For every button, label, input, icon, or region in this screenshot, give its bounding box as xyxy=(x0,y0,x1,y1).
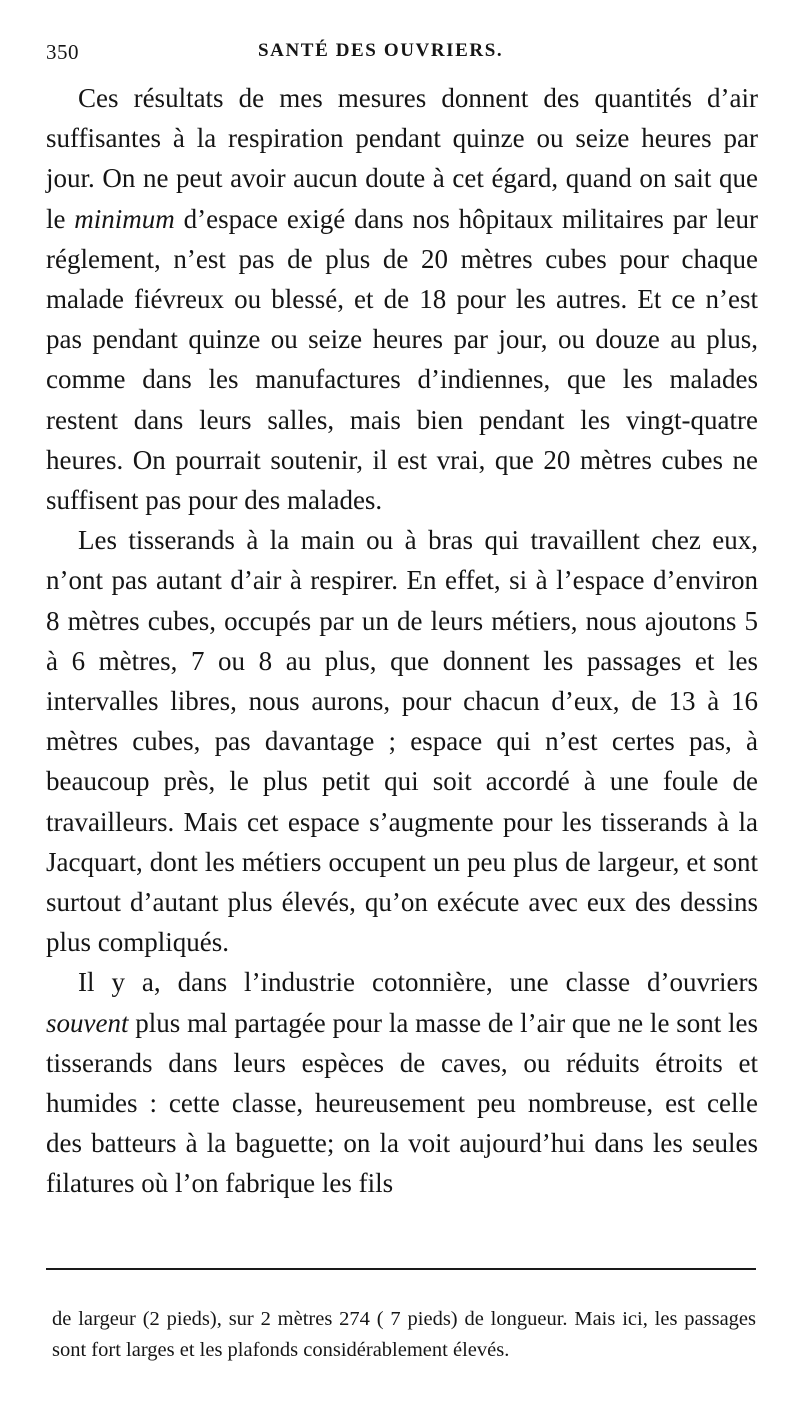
paragraph-2-text: Les tisserands à la main ou à bras qui travaillent chez eux, n’ont pas autant d’air à respirer. En effet, si à l’espace d’environ 8 mètres cubes, occupés par un de leurs métiers, nous ajoutons 5 à 6 mètres, 7 ou 8 au plus, que donnent les passages et les intervalles libres, nous aurons, pour chacun d’eux, de 13 à 16 mètres cubes, pas davantage ; espace qui n’est certes pas, à beaucoup près, le plus petit qui soit accordé à une foule de travailleurs. Mais cet espace s’augmente pour les tisserands à la Jacquart, dont les métiers occupent un peu plus de largeur, et sont surtout d’autant plus élevés, qu’on exécute avec eux des dessins plus compliqués. xyxy=(46,525,758,958)
body-text xyxy=(46,78,758,1204)
page-number: 350 xyxy=(46,40,79,64)
paragraph-1-emphasis: minimum xyxy=(74,203,175,234)
paragraph-1-text-a: Ces résultats de mes mesures donnent des quantités d’air suffisantes à la respiration pendant quinze ou seize heures par jour. On ne peut avoir aucun doute à cet égard, quand on sait que le xyxy=(46,83,758,234)
paragraph-2 xyxy=(46,520,758,962)
paragraph-1-text-b: d’espace exigé dans nos hôpitaux militaires par leur réglement, n’est pas de plus de 20 mètres cubes pour chaque malade fiévreux ou blessé, et de 18 pour les autres. Et ce n’est pas pendant quinze ou seize heures par jour, ou douze au plus, comme dans les manufactures d’indiennes, que les malades restent dans leurs salles, mais bien pendant les vingt-quatre heures. On pourrait soutenir, il est vrai, que 20 mètres cubes ne suffisent pas pour des malades. xyxy=(46,203,758,516)
paragraph-3 xyxy=(46,962,758,1203)
running-title: SANTÉ DES OUVRIERS. xyxy=(258,40,504,61)
footnote-rule xyxy=(46,1268,756,1270)
footnote-text: de largeur (2 pieds), sur 2 mètres 274 ( 7 pieds) de longueur. Mais ici, les passages sont fort larges et les plafonds considérablement élevés. xyxy=(52,1308,756,1361)
footnote xyxy=(52,1304,756,1366)
paragraph-3-text-a: Il y a, dans l’industrie cotonnière, une classe d’ouvriers xyxy=(78,967,758,998)
paragraph-3-emphasis: souvent xyxy=(46,1007,129,1038)
paragraph-3-text-b: plus mal partagée pour la masse de l’air que ne le sont les tisserands dans leurs espèces de caves, ou réduits étroits et humides : cette classe, heureusement peu nombreuse, est celle des batteurs à la baguette; on la voit aujourd’hui dans les seules filatures où l’on fabrique les fils xyxy=(46,1007,758,1199)
page-header xyxy=(46,40,756,70)
paragraph-1 xyxy=(46,78,758,520)
